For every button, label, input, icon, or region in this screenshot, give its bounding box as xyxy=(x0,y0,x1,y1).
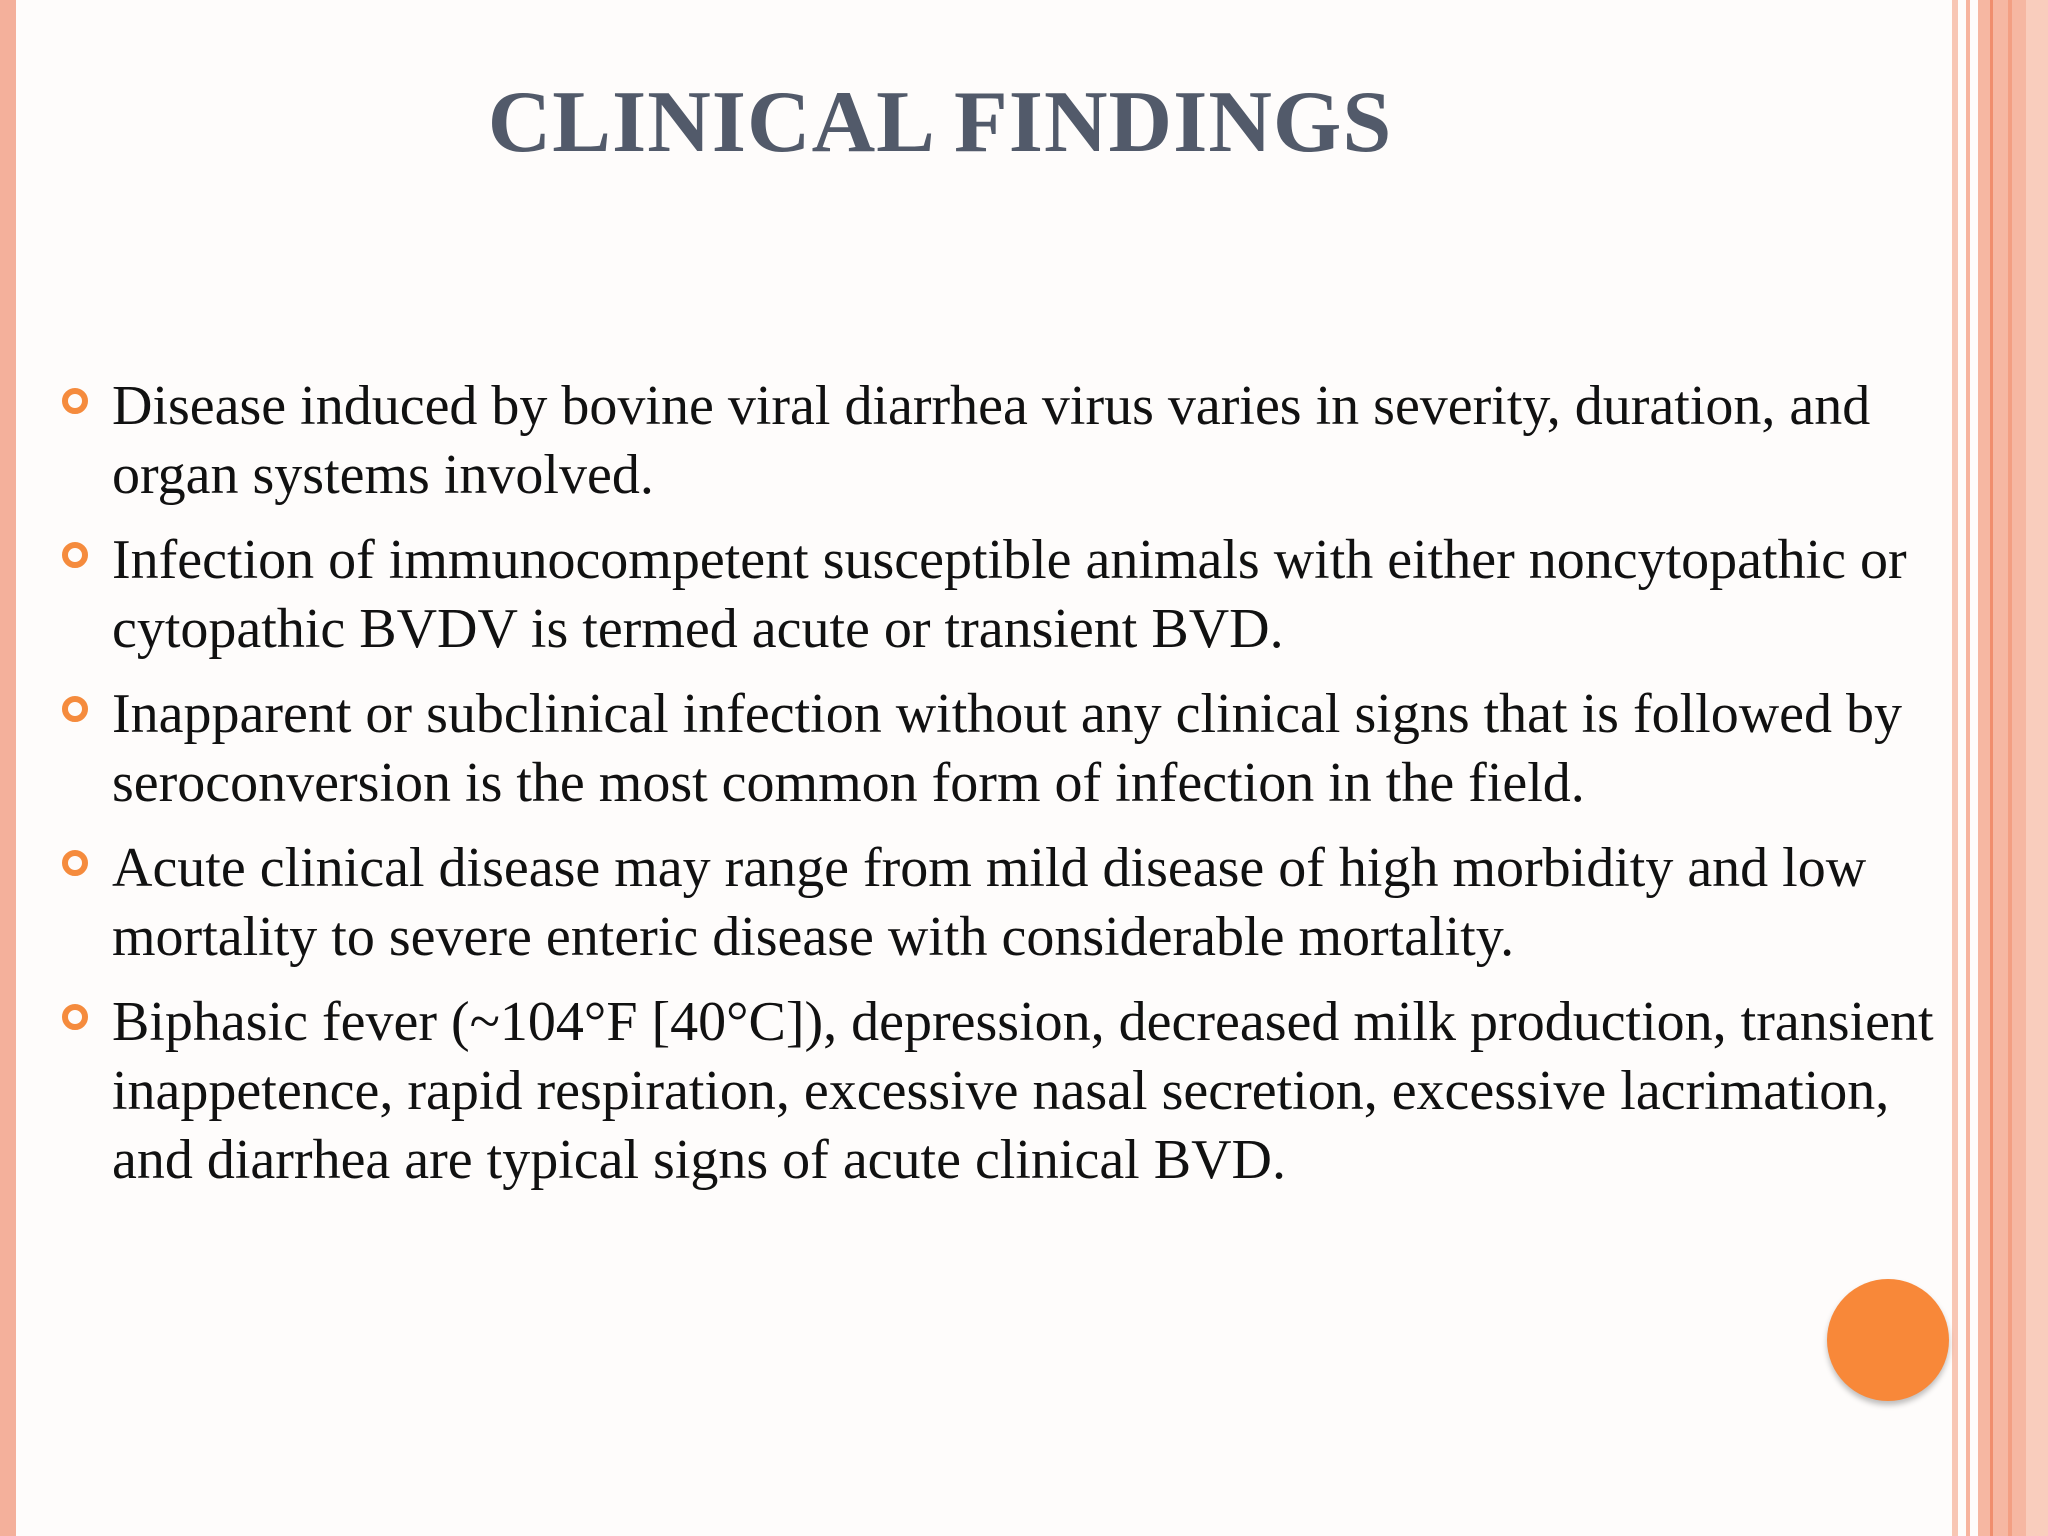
bullet-text: Disease induced by bovine viral diarrhea virus varies in severity, duration, and organ systems involved. xyxy=(112,375,1871,506)
right-stripes-decoration xyxy=(1952,0,2048,1536)
bullet-text: Inapparent or subclinical infection without any clinical signs that is followed by seroconversion is the most common form of infection in the field. xyxy=(112,683,1903,814)
hollow-circle-bullet-icon xyxy=(62,696,88,722)
hollow-circle-bullet-icon xyxy=(62,388,88,414)
stripe xyxy=(1966,0,1970,1536)
hollow-circle-bullet-icon xyxy=(62,1004,88,1030)
hollow-circle-bullet-icon xyxy=(62,850,88,876)
bullet-text: Infection of immunocompetent susceptible animals with either noncytopathic or cytopathic BVDV is termed acute or transient BVD. xyxy=(112,529,1907,660)
stripe xyxy=(2026,0,2048,1536)
bullet-item xyxy=(56,372,1956,510)
stripe xyxy=(2008,0,2012,1536)
bullet-item xyxy=(56,526,1956,664)
bullet-text: Biphasic fever (~104°F [40°C]), depression, decreased milk production, transient inappetence, rapid respiration, excessive nasal secretion, excessive lacrimation, and diarrhea are typical signs of acute clinical BVD. xyxy=(112,991,1934,1191)
orange-circle-decoration xyxy=(1827,1279,1949,1401)
stripe xyxy=(1978,0,2026,1536)
bullet-item xyxy=(56,988,1956,1195)
bullet-list xyxy=(56,372,1956,1211)
bullet-item xyxy=(56,834,1956,972)
bullet-text: Acute clinical disease may range from mild disease of high morbidity and low mortality to severe enteric disease with considerable mortality. xyxy=(112,837,1867,968)
hollow-circle-bullet-icon xyxy=(62,542,88,568)
left-border-decoration xyxy=(0,0,16,1536)
stripe xyxy=(1990,0,1993,1536)
slide-title: CLINICAL FINDINGS xyxy=(487,74,1393,171)
bullet-item xyxy=(56,680,1956,818)
